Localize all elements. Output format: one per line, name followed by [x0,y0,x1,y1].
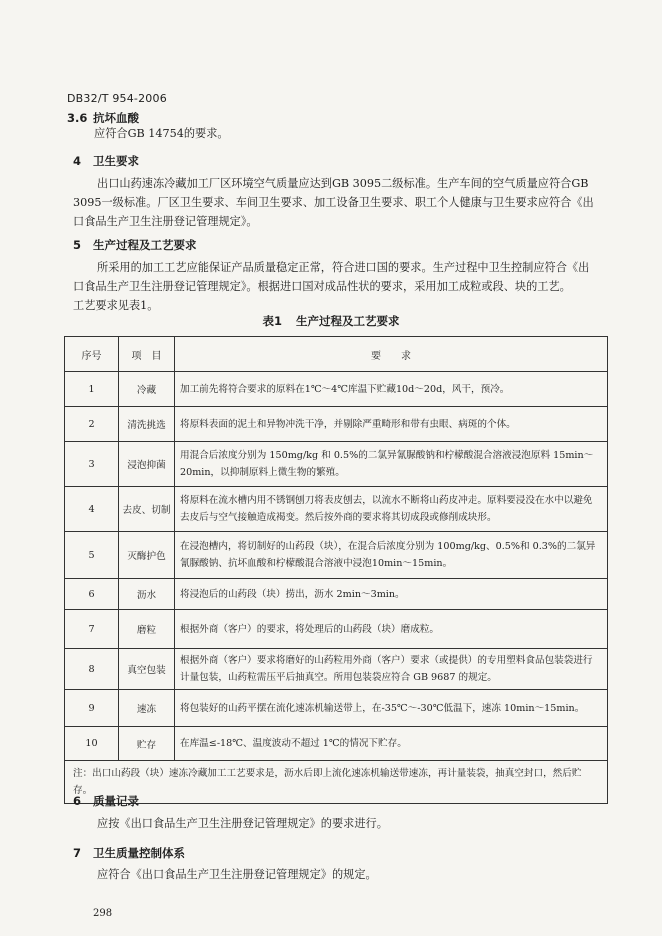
row-seq: 9 [65,690,119,727]
section-title: 卫生质量控制体系 [93,846,185,860]
row-item: 沥水 [119,579,175,610]
header-item: 项 目 [119,337,175,372]
section-5-heading [73,237,197,253]
table-row [65,487,608,532]
section-4-heading [73,153,139,169]
section-number: 4 [73,154,82,168]
table-row [65,579,608,610]
section-number: 7 [73,846,82,860]
row-requirement: 根据外商（客户）的要求，将处理后的山药段（块）磨成粒。 [175,610,608,649]
table-header-row [65,337,608,372]
row-item: 灭酶护色 [119,532,175,579]
row-requirement: 在浸泡槽内，将切制好的山药段（块），在混合后浓度分别为 100mg/kg、0.5%和 0.3%的二氯异氰脲酸钠、抗坏血酸和柠檬酸混合溶液中浸泡10min～15min。 [175,532,608,579]
row-requirement: 将原料表面的泥土和异物冲洗干净，并剔除严重畸形和带有虫眼、病斑的个体。 [175,407,608,442]
row-item: 真空包装 [119,649,175,690]
section-number: 5 [73,238,82,252]
row-requirement: 将包装好的山药平摆在流化速冻机输送带上，在-35℃～-30℃低温下，速冻 10min～15min。 [175,690,608,727]
section-6-body: 应按《出口食品生产卫生注册登记管理规定》的要求进行。 [97,817,388,830]
section-number: 6 [73,794,82,808]
table-row [65,727,608,761]
table-caption [0,313,662,329]
section-number: 3.6 [67,111,88,125]
section-3-6-body: 应符合GB 14754的要求。 [94,127,229,140]
table-row [65,532,608,579]
process-table [64,336,608,804]
row-item: 速冻 [119,690,175,727]
section-title: 质量记录 [93,794,139,808]
table-row [65,372,608,407]
row-requirement: 在库温≤-18℃、温度波动不超过 1℃的情况下贮存。 [175,727,608,761]
row-requirement: 加工前先将符合要求的原料在1℃～4℃库温下贮藏10d～20d，风干，预冷。 [175,372,608,407]
row-requirement: 将原料在流水槽内用不锈钢刨刀将表皮刨去，以流水不断将山药皮冲走。原料要浸没在水中以避免去皮后与空气接触造成褐变。然后按外商的要求将其切成段或修削成块形。 [175,487,608,532]
row-seq: 6 [65,579,119,610]
row-item: 清洗挑选 [119,407,175,442]
paragraph-line: 口食品生产卫生注册登记管理规定》。根据进口国对成品性状的要求，采用加工成粒或段、块的工艺。 [73,280,571,293]
paragraph-line: 所采用的加工工艺应能保证产品质量稳定正常，符合进口国的要求。生产过程中卫生控制应符合《出 [97,261,590,274]
table-note-row [65,761,608,804]
paragraph-line: 3095一级标准。厂区卫生要求、车间卫生要求、加工设备卫生要求、职工个人健康与卫生要求应符合《出 [73,196,594,209]
row-requirement: 用混合后浓度分别为 150mg/kg 和 0.5%的二氯异氰脲酸钠和柠檬酸混合溶液浸泡原料 15min～20min，以抑制原料上微生物的繁殖。 [175,442,608,487]
header-seq: 序号 [65,337,119,372]
section-title: 生产过程及工艺要求 [93,238,197,252]
row-seq: 1 [65,372,119,407]
document-code: DB32/T 954-2006 [67,92,167,105]
table-row [65,610,608,649]
section-7-heading [73,845,185,861]
table-row [65,442,608,487]
row-item: 贮存 [119,727,175,761]
row-requirement: 根据外商（客户）要求将磨好的山药粒用外商（客户）要求（或提供）的专用塑料食品包装袋进行计量包装，山药粒需压平后抽真空。所用包装袋应符合 GB 9687 的规定。 [175,649,608,690]
row-item: 浸泡抑菌 [119,442,175,487]
section-title: 卫生要求 [93,154,139,168]
row-seq: 2 [65,407,119,442]
row-item: 去皮、切制 [119,487,175,532]
row-seq: 10 [65,727,119,761]
header-requirement: 要 求 [175,337,608,372]
row-item: 冷藏 [119,372,175,407]
table-number: 表1 [262,314,282,328]
table-row [65,690,608,727]
section-4-body [73,174,613,231]
paragraph-line: 工艺要求见表1。 [73,299,159,312]
section-6-heading [73,793,139,809]
section-5-body [73,258,613,315]
row-seq: 3 [65,442,119,487]
section-7-body: 应符合《出口食品生产卫生注册登记管理规定》的规定。 [97,868,377,881]
table-note: 注：出口山药段（块）速冻冷藏加工工艺要求是，沥水后即上流化速冻机输送带速冻，再计量装袋，抽真空封口，然后贮存。 [65,761,608,804]
row-seq: 5 [65,532,119,579]
row-seq: 4 [65,487,119,532]
page-number: 298 [93,908,113,919]
section-title: 抗坏血酸 [93,111,139,125]
row-requirement: 将浸泡后的山药段（块）捞出，沥水 2min～3min。 [175,579,608,610]
table-row [65,407,608,442]
paragraph-line: 出口山药速冻冷藏加工厂区环境空气质量应达到GB 3095二级标准。生产车间的空气质量应符合GB [97,177,589,190]
paragraph-line: 口食品生产卫生注册登记管理规定》。 [73,215,258,228]
table-title: 生产过程及工艺要求 [296,314,400,328]
row-seq: 8 [65,649,119,690]
row-seq: 7 [65,610,119,649]
row-item: 磨粒 [119,610,175,649]
table-row [65,649,608,690]
